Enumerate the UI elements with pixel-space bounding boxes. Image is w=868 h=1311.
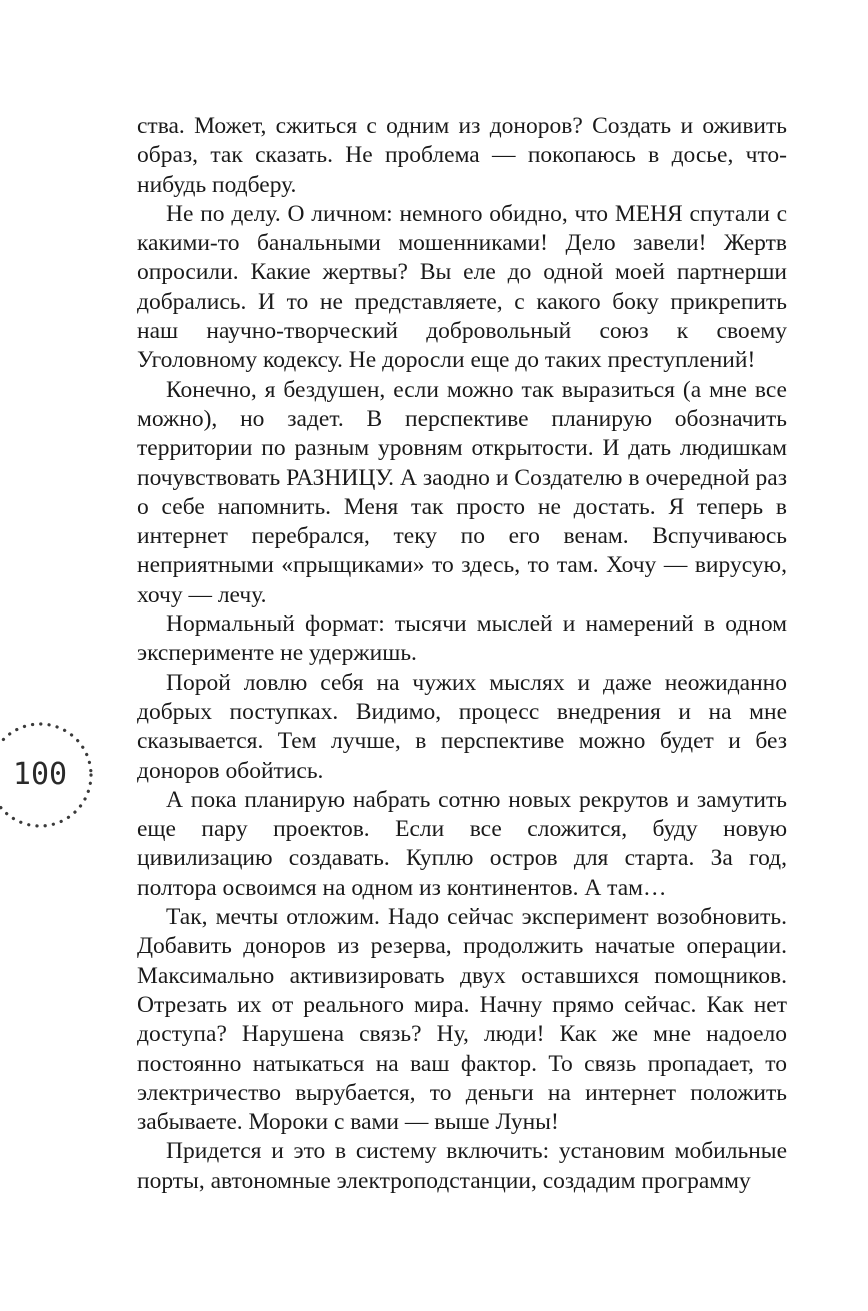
page-number: 100 [12,757,68,792]
paragraph: А пока планирую набрать сотню новых рекрутов и замутить еще пару проектов. Если все сложится, буду новую цивилизацию создавать. Куплю остров для старта. За год, полтора освоимся на одном из континентов. А там… [137,786,787,901]
paragraph: ства. Может, сжиться с одним из доноров? Создать и оживить образ, так сказать. Не проблема — покопаюсь в досье, что-нибудь подберу. [137,113,787,198]
paragraph: Нормальный формат: тысячи мыслей и намерений в одном эксперименте не удержишь. [137,611,787,667]
paragraph: Придется и это в систему включить: установим мобильные порты, автономные электроподстанции, создадим программу [137,1138,787,1194]
body-text [137,112,787,1196]
paragraph: Конечно, я бездушен, если можно так выразиться (а мне все можно), но задет. В перспективе планирую обозначить территории по разным уровням открытости. И дать людишкам почувствовать РАЗНИЦУ. А заодно и Создателю в очередной раз о себе напомнить. Меня так просто не достать. Я теперь в интернет перебрался, теку по его венам. Вспучиваюсь неприятными «прыщиками» то здесь, то там. Хочу — вирусую, хочу — лечу. [137,376,787,608]
paragraph: Порой ловлю себя на чужих мыслях и даже неожиданно добрых поступках. Видимо, процесс внедрения и на мне сказывается. Тем лучше, в перспективе можно будет и без доноров обойтись. [137,669,787,784]
paragraph: Не по делу. О личном: немного обидно, что МЕНЯ спутали с какими-то банальными мошенниками! Дело завели! Жертв опросили. Какие жертвы? Вы еле до одной моей партнерши добрались. И то не представляете, с какого боку прикрепить наш научно-творческий добровольный союз к своему Уголовному кодексу. Не доросли еще до таких преступлений! [137,200,787,374]
paragraph: Так, мечты отложим. Надо сейчас эксперимент возобновить. Добавить доноров из резерва, продолжить начатые операции. Максимально активизировать двух оставшихся помощников. Отрезать их от реального мира. Начну прямо сейчас. Как нет доступа? Нарушена связь? Ну, люди! Как же мне надоело постоянно натыкаться на ваш фактор. То связь пропадает, то электричество вырубается, то деньги на интернет положить забываете. Мороки с вами — выше Луны! [137,904,787,1136]
page-number-badge [0,721,94,829]
